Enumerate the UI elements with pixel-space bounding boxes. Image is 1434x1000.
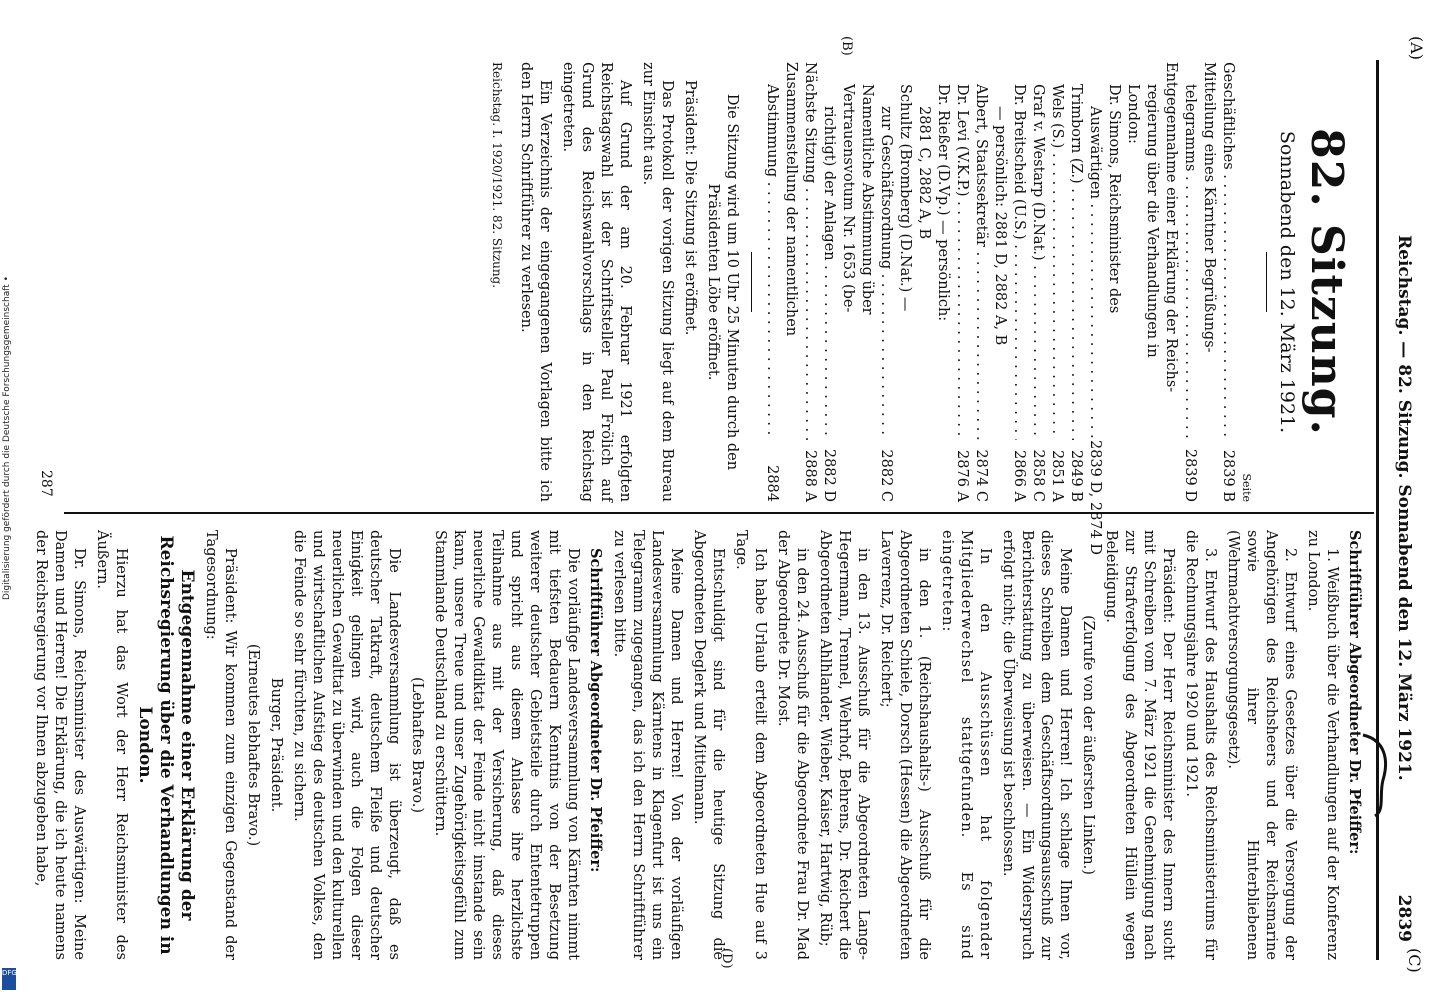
speaker-line: Schriftführer Abgeordneter Dr. Pfeiffer: bbox=[1346, 530, 1363, 855]
column-divider bbox=[64, 512, 1374, 514]
toc-label: Zusammenstellung der namentlichen bbox=[783, 62, 799, 337]
opening-statement: Die Sitzung wird um 10 Uhr 25 Minuten durch den Präsidenten Löbe eröffnet. bbox=[705, 93, 740, 471]
toc-page: 2858 C bbox=[1030, 449, 1046, 502]
list-item: 2. Entwurf eines Gesetzes über die Versorgung der Angehörigen des Reichsheers und der Reichsmarine sowie ihrer Hinterbliebenen (Wehrmachtversorgungsgesetz). bbox=[1225, 530, 1298, 960]
toc-row bbox=[1123, 62, 1142, 502]
toc-label: Namentliche Abstimmung über bbox=[859, 84, 875, 315]
toc-page: 2866 A bbox=[1011, 450, 1027, 502]
table-of-contents bbox=[762, 62, 1237, 555]
handwritten-mark-icon bbox=[1355, 730, 1395, 820]
header-page-number: 2839 bbox=[1394, 894, 1414, 942]
interjection: (Zurufe von der äußersten Linken.) bbox=[1080, 615, 1096, 875]
toc-row bbox=[990, 62, 1009, 502]
toc-label: Wels (S.) . . . bbox=[1047, 84, 1066, 440]
dfg-logo-icon: DFG bbox=[2, 968, 16, 990]
list-item: 1. Weißbuch über die Verhandlungen auf der Konferenz zu London. bbox=[1305, 530, 1340, 960]
list-item: 3. Entwurf des Haushalts des Reichsministeriums für die Rechnungsjahre 1920 und 1921. bbox=[1183, 530, 1218, 960]
paragraph: In den Ausschüssen hat folgender Mitgliederwechsel stattgefunden. Es sind eingetreten: bbox=[939, 530, 993, 960]
paragraph: Meine Damen und Herren! Von der vorläufigen Landesversammlung Kärntens in Klagenfurt ist uns ein Telegramm zugegangen, das ich den Herrn Schriftführer zu verlesen bitte. bbox=[611, 530, 684, 960]
toc-row bbox=[1009, 62, 1028, 502]
paragraph: in den 1. (Reichshaushalts-) Ausschuß für die Abgeordneten Schiele, Dorsch (Hessen) die Abgeordneten Laverrenz, Dr. Reichert; bbox=[878, 530, 932, 960]
toc-page: 2888 A bbox=[802, 450, 818, 502]
toc-label: Geschäftliches . . . bbox=[1218, 62, 1237, 440]
toc-row bbox=[1180, 62, 1199, 502]
toc-row bbox=[838, 62, 857, 502]
toc-row bbox=[1085, 62, 1104, 555]
toc-row bbox=[857, 62, 876, 502]
toc-page: 2839 D bbox=[1182, 448, 1198, 502]
toc-row bbox=[819, 62, 838, 502]
margin-marker-c: (C) bbox=[1405, 948, 1424, 973]
seite-label: Seite bbox=[1240, 473, 1253, 502]
paragraph: Das Protokoll der vorigen Sitzung liegt auf dem Bureau zur Einsicht aus. bbox=[640, 62, 675, 502]
toc-label: London: bbox=[1125, 84, 1141, 144]
toc-label: Nächste Sitzung . . . bbox=[800, 62, 819, 440]
toc-label: Dr. Levi (V.K.P.) . . . bbox=[952, 84, 971, 440]
paragraph: Dr. Simons, Reichsminister des Auswärtigen: Meine Damen und Herren! Die Erklärung, die ich heute namens der Reichsregierung vor Ihnen abzugeben habe, bbox=[33, 530, 87, 960]
paragraph: Präsident: Wir kommen zum einzigen Gegenstand der Tagesordnung: bbox=[203, 530, 238, 960]
toc-label: Dr. Rießer (D.Vp.) — persönlich: bbox=[935, 84, 951, 322]
toc-row bbox=[1047, 62, 1066, 502]
toc-label: — persönlich: 2881 D, 2882 A, B bbox=[992, 106, 1008, 346]
header-title: Reichstag. — 82. Sitzung. Sonnabend den 12. März 1921. bbox=[1394, 235, 1414, 781]
toc-row bbox=[1218, 62, 1237, 502]
toc-page: 2849 B bbox=[1068, 449, 1084, 502]
paragraph: Ich habe Urlaub erteilt dem Abgeordneten Hue auf 3 Tage. bbox=[733, 530, 768, 960]
footer-note: Reichstag. I. 1920/1921. 82. Sitzung. bbox=[490, 62, 504, 289]
footer-page-number: 287 bbox=[38, 470, 54, 497]
paragraph: in den 13. Ausschuß für die Abgeordneten Lange-Hegermann, Trennel, Wehrhof, Behrens, Dr. Reichert die Abgeordneten Ahlhlander, Wieber, Kaiser, Hartwig, Rüb; bbox=[817, 530, 871, 960]
toc-row bbox=[952, 62, 971, 502]
toc-page: 2876 A bbox=[954, 450, 970, 502]
toc-row bbox=[1104, 62, 1123, 502]
toc-label: Mitteilung eines Kärntner Begrüßungs- bbox=[1201, 62, 1217, 353]
toc-label: telegramms . . . bbox=[1180, 84, 1199, 440]
short-divider bbox=[1266, 252, 1267, 312]
interjection: (Erneutes lebhaftes Bravo.) bbox=[245, 643, 261, 847]
short-divider-2 bbox=[751, 252, 752, 312]
left-column bbox=[487, 62, 1364, 555]
margin-marker-d: (D) bbox=[719, 948, 734, 969]
toc-page: 2884 bbox=[764, 465, 780, 502]
toc-row bbox=[876, 62, 895, 502]
digitalisation-notice: Digitalisierung gefördert durch die Deutsche Forschungsgemeinschaft • bbox=[2, 276, 12, 600]
paragraph: Hierzu hat das Wort der Herr Reichsminister des Äußern. bbox=[94, 530, 129, 960]
toc-row bbox=[1161, 62, 1180, 502]
session-date: Sonnabend den 12. März 1921. bbox=[1276, 130, 1298, 434]
toc-label: richtigt) der Anlagen . . . bbox=[819, 106, 838, 440]
toc-row bbox=[1066, 62, 1085, 502]
paragraph: Entschuldigt sind für die heutige Sitzung die Abgeordneten Deglerk und Mittelmann. bbox=[691, 530, 726, 960]
margin-marker-a: (A) bbox=[1407, 36, 1426, 61]
toc-page: 2882 C bbox=[878, 449, 894, 502]
toc-row bbox=[1142, 62, 1161, 502]
toc-label: regierung über die Verhandlungen in bbox=[1144, 84, 1160, 358]
paragraph: Präsident: Die Sitzung ist eröffnet. bbox=[682, 80, 698, 336]
margin-marker-b: (B) bbox=[839, 36, 854, 56]
toc-label: Abstimmung . . . bbox=[762, 84, 781, 440]
toc-page: 2882 D bbox=[821, 448, 837, 502]
toc-label: zur Geschäftsordnung . . . bbox=[876, 106, 895, 440]
toc-label: Auswärtigen . . . bbox=[1085, 106, 1104, 440]
toc-row bbox=[1028, 62, 1047, 502]
toc-row bbox=[762, 62, 781, 502]
toc-label: Schultz (Bromberg) (D.Nat.) — bbox=[897, 84, 913, 312]
toc-label: Entgegennahme einer Erklärung der Reichs- bbox=[1163, 62, 1179, 393]
interjection: (Lebhaftes Bravo.) bbox=[409, 676, 425, 814]
toc-label: Graf v. Westarp (D.Nat.) . . . bbox=[1028, 84, 1047, 440]
header-rule bbox=[1376, 60, 1379, 960]
toc-row bbox=[1199, 62, 1218, 502]
paragraph: Die vorläufige Landesversammlung von Kärnten nimmt mit tiefsten Bedauern Kenntnis von der Besetzung weiterer deutscher Gebietsteile durch Ententetruppen und spricht aus diesem Anlasse ihre herzlichste Teilnahme aus mit der Versicherung, daß dieses neuerliche Gewaltdiktat der Feinde nicht imstande sein kann, unsere Treue und unser Zugehörigkeitsgefühl zum Stammlande Deutschland zu erschüttern. bbox=[432, 530, 581, 960]
signature-line: Burger, Präsident. bbox=[268, 677, 284, 813]
speaker-line: Schriftführer Abgeordneter Dr. Pfeiffer: bbox=[587, 548, 604, 873]
paragraph: Ein Verzeichnis der eingegangenen Vorlagen bitte ich den Herrn Schriftführer zu verlesen. bbox=[518, 62, 553, 502]
agenda-item: Entgegennahme einer Erklärung der Reichsregierung über die Verhandlungen in London. bbox=[135, 535, 197, 955]
toc-row bbox=[971, 62, 990, 502]
toc-row bbox=[914, 62, 933, 502]
toc-page: 2874 C bbox=[973, 449, 989, 502]
toc-page: 2839 D, 2874 D bbox=[1087, 440, 1103, 555]
session-heading: 82. Sitzung. bbox=[1301, 128, 1352, 436]
toc-label: Trimborn (Z.) . . . bbox=[1066, 84, 1085, 440]
right-column bbox=[27, 530, 1364, 960]
paragraph: Präsident: Der Herr Reichsminister des Innern sucht mit Schreiben vom 7. März 1921 die Genehmigung nach zur Strafverfolgung des Abgeordneten Hüllein wegen Beleidigung. bbox=[1103, 530, 1176, 960]
paragraph: in den 24. Ausschuß für die Abgeordnete Frau Dr. Mad der Abgeordnete Dr. Most. bbox=[775, 530, 810, 960]
toc-label: Dr. Simons, Reichsminister des bbox=[1106, 84, 1122, 314]
toc-page: 2851 A bbox=[1049, 450, 1065, 502]
paragraph: Meine Damen und Herren! Ich schlage Ihnen vor, dieses Schreiben dem Geschäftsordnungsausschuß zur Berichterstattung zu überweisen. — Ein Widerspruch erfolgt nicht; die Überweisung ist beschlossen. bbox=[1000, 530, 1073, 960]
toc-page: 2839 B bbox=[1220, 449, 1236, 502]
toc-row bbox=[895, 62, 914, 502]
toc-label: Albert, Staatssekretär . . . bbox=[971, 84, 990, 440]
toc-row bbox=[933, 62, 952, 502]
toc-label: Dr. Breitscheid (U.S.) . . . bbox=[1009, 84, 1028, 440]
toc-row bbox=[800, 62, 819, 502]
paragraph: Die Landesversammlung ist überzeugt, daß es deutscher Tatkraft, deutschem Fleiße und deutscher Einigkeit gelingen wird, auch die Folgen dieser neuerlichen Gewalttat zu überwinden und den kulturellen und wirtschaftlichen Aufstieg des deutschen Volkes, den die Feinde so sehr fürchten, zu sichern. bbox=[291, 530, 402, 960]
toc-label: 2881 C, 2882 A, B bbox=[916, 106, 932, 240]
paragraph: Auf Grund der am 20. Februar 1921 erfolgten Reichstagswahl ist der Schriftsteller Paul Frölich auf Grund des Reichswahlvorschlags in den Reichstag eingetreten. bbox=[560, 62, 633, 502]
toc-row bbox=[781, 62, 800, 502]
toc-label: Vertrauensvotum Nr. 1653 (be- bbox=[840, 84, 856, 313]
